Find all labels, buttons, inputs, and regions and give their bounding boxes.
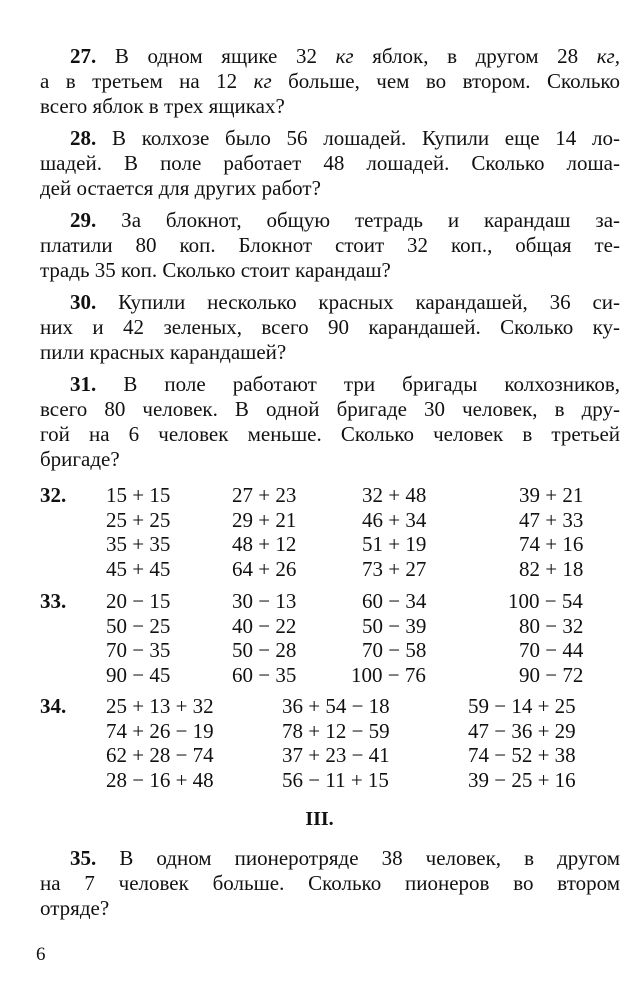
page-number: 6 [36,944,46,965]
expression: 64 + 26 [232,556,297,581]
expression: 47 + 33 [519,507,584,532]
expression: 80 − 32 [519,613,584,638]
problem-29-number: 29. [70,208,97,232]
expression: 47 − 36 + 29 [468,718,576,743]
expression: 59 − 14 + 25 [468,694,576,718]
problem-27-unit-b: кг, [596,44,620,68]
problem-28-line-2: шадей. В поле работает 48 лошадей. Сколько лоша- [40,151,620,175]
problem-27-text-a: В одном ящике 32 [114,44,317,68]
exercise-34-row-2 [70,719,630,744]
expression: 90 − 72 [519,662,584,687]
expression: 25 + 13 + 32 [106,694,214,718]
exercise-33 [40,589,630,687]
problem-31-line-1 [40,372,620,397]
expression: 36 + 54 − 18 [282,694,390,718]
expression: 40 − 22 [232,613,297,638]
exercise-34-number: 34. [40,694,67,718]
expression: 32 + 48 [362,483,427,507]
exercise-34-row-3 [70,743,630,768]
problem-35-line-2: на 7 человек больше. Сколько пионеров во втором [40,871,620,895]
expression: 62 + 28 − 74 [106,743,214,767]
problem-29-text: За блокнот, общую тетрадь и карандаш за- [121,208,621,232]
problem-27-number: 27. [70,44,97,68]
problem-29-line-2: платили 80 коп. Блокнот стоит 32 коп., общая те- [40,233,620,257]
exercise-33-row-2 [70,614,630,639]
exercise-32-row-4 [70,557,630,582]
exercise-32-number: 32. [40,483,67,507]
exercise-33-row-4 [70,663,630,688]
problem-29-line-1 [40,208,620,233]
problem-27-text-c: а в третьем на 12 [40,69,238,93]
exercise-32-row-3 [70,532,630,557]
problem-31-number: 31. [70,372,97,396]
problem-28-line-1 [40,126,620,151]
expression: 56 − 11 + 15 [282,767,389,792]
expression: 60 − 34 [362,589,427,613]
problem-29 [40,208,620,283]
exercise-33-row-3 [70,638,630,663]
problem-30-line-1 [40,290,620,315]
expression: 74 − 52 + 38 [468,743,576,767]
expression: 73 + 27 [362,556,427,581]
expression: 51 + 19 [362,532,427,556]
problem-31-text: В поле работают три бригады колхозников, [123,372,620,396]
expression: 100 − 54 [508,589,583,613]
problem-28-text: В колхозе было 56 лошадей. Купили еще 14 ло- [111,126,620,150]
problem-31-line-4: бригаде? [40,447,120,471]
expression: 15 + 15 [106,483,171,507]
expression: 28 − 16 + 48 [106,767,214,792]
problem-27-line-3: всего яблок в трех ящиках? [40,94,285,118]
expression: 30 − 13 [232,589,297,613]
expression: 70 − 35 [106,638,171,662]
problem-27-text-d: больше, чем во втором. Сколько [288,69,621,93]
expression: 60 − 35 [232,662,297,687]
problem-28-number: 28. [70,126,97,150]
problem-30 [40,290,620,365]
problem-28 [40,126,620,201]
expression: 100 − 76 [351,662,426,687]
problem-27-unit-a: кг [335,44,354,68]
expression: 82 + 18 [519,556,584,581]
exercise-34-row-4 [70,768,630,793]
problem-35-line-3: отряде? [40,896,110,920]
exercise-33-row-1 [70,589,630,614]
expression: 50 − 28 [232,638,297,662]
section-heading: III. [305,808,334,830]
expression: 74 + 16 [519,532,584,556]
exercise-34 [40,694,630,792]
problem-30-text: Купили несколько красных карандашей, 36 си- [118,290,621,314]
problem-27-line-2 [40,69,620,94]
exercise-32-row-1 [70,483,630,508]
expression: 29 + 21 [232,507,297,532]
problem-35-text: В одном пионеротряде 38 человек, в другом [119,846,620,870]
problem-27-line-1 [40,44,620,69]
problem-35 [40,846,620,921]
problem-30-line-3: пили красных карандашей? [40,340,287,364]
expression: 39 + 21 [519,483,584,507]
expression: 70 − 44 [519,638,584,662]
expression: 20 − 15 [106,589,171,613]
expression: 35 + 35 [106,532,171,556]
expression: 50 − 39 [362,613,427,638]
problem-28-line-3: дей остается для других работ? [40,176,321,200]
problem-31-line-2: всего 80 человек. В одной бригаде 30 человек, в дру- [40,397,620,421]
exercise-34-row-1 [70,694,630,719]
expression: 50 − 25 [106,613,171,638]
exercise-32-row-2 [70,508,630,533]
expression: 90 − 45 [106,662,171,687]
problem-27-text-b: яблок, в другом 28 [372,44,579,68]
expression: 39 − 25 + 16 [468,767,576,792]
expression: 25 + 25 [106,507,171,532]
problem-29-line-3: традь 35 коп. Сколько стоит карандаш? [40,258,391,282]
problem-30-line-2: них и 42 зеленых, всего 90 карандашей. Сколько ку- [40,315,620,339]
problem-31-line-3: гой на 6 человек меньше. Сколько человек в третьей [40,422,620,446]
problem-35-number: 35. [70,846,97,870]
problem-31 [40,372,620,472]
expression: 78 + 12 − 59 [282,718,390,743]
expression: 37 + 23 − 41 [282,743,390,767]
expression: 70 − 58 [362,638,427,662]
expression: 45 + 45 [106,556,171,581]
expression: 48 + 12 [232,532,297,556]
problem-27 [40,44,620,119]
problem-30-number: 30. [70,290,97,314]
exercise-33-number: 33. [40,589,67,613]
expression: 27 + 23 [232,483,297,507]
problem-35-line-1 [40,846,620,871]
exercise-32 [40,483,630,581]
problem-27-unit-c: кг [253,69,272,93]
expression: 46 + 34 [362,507,427,532]
expression: 74 + 26 − 19 [106,718,214,743]
